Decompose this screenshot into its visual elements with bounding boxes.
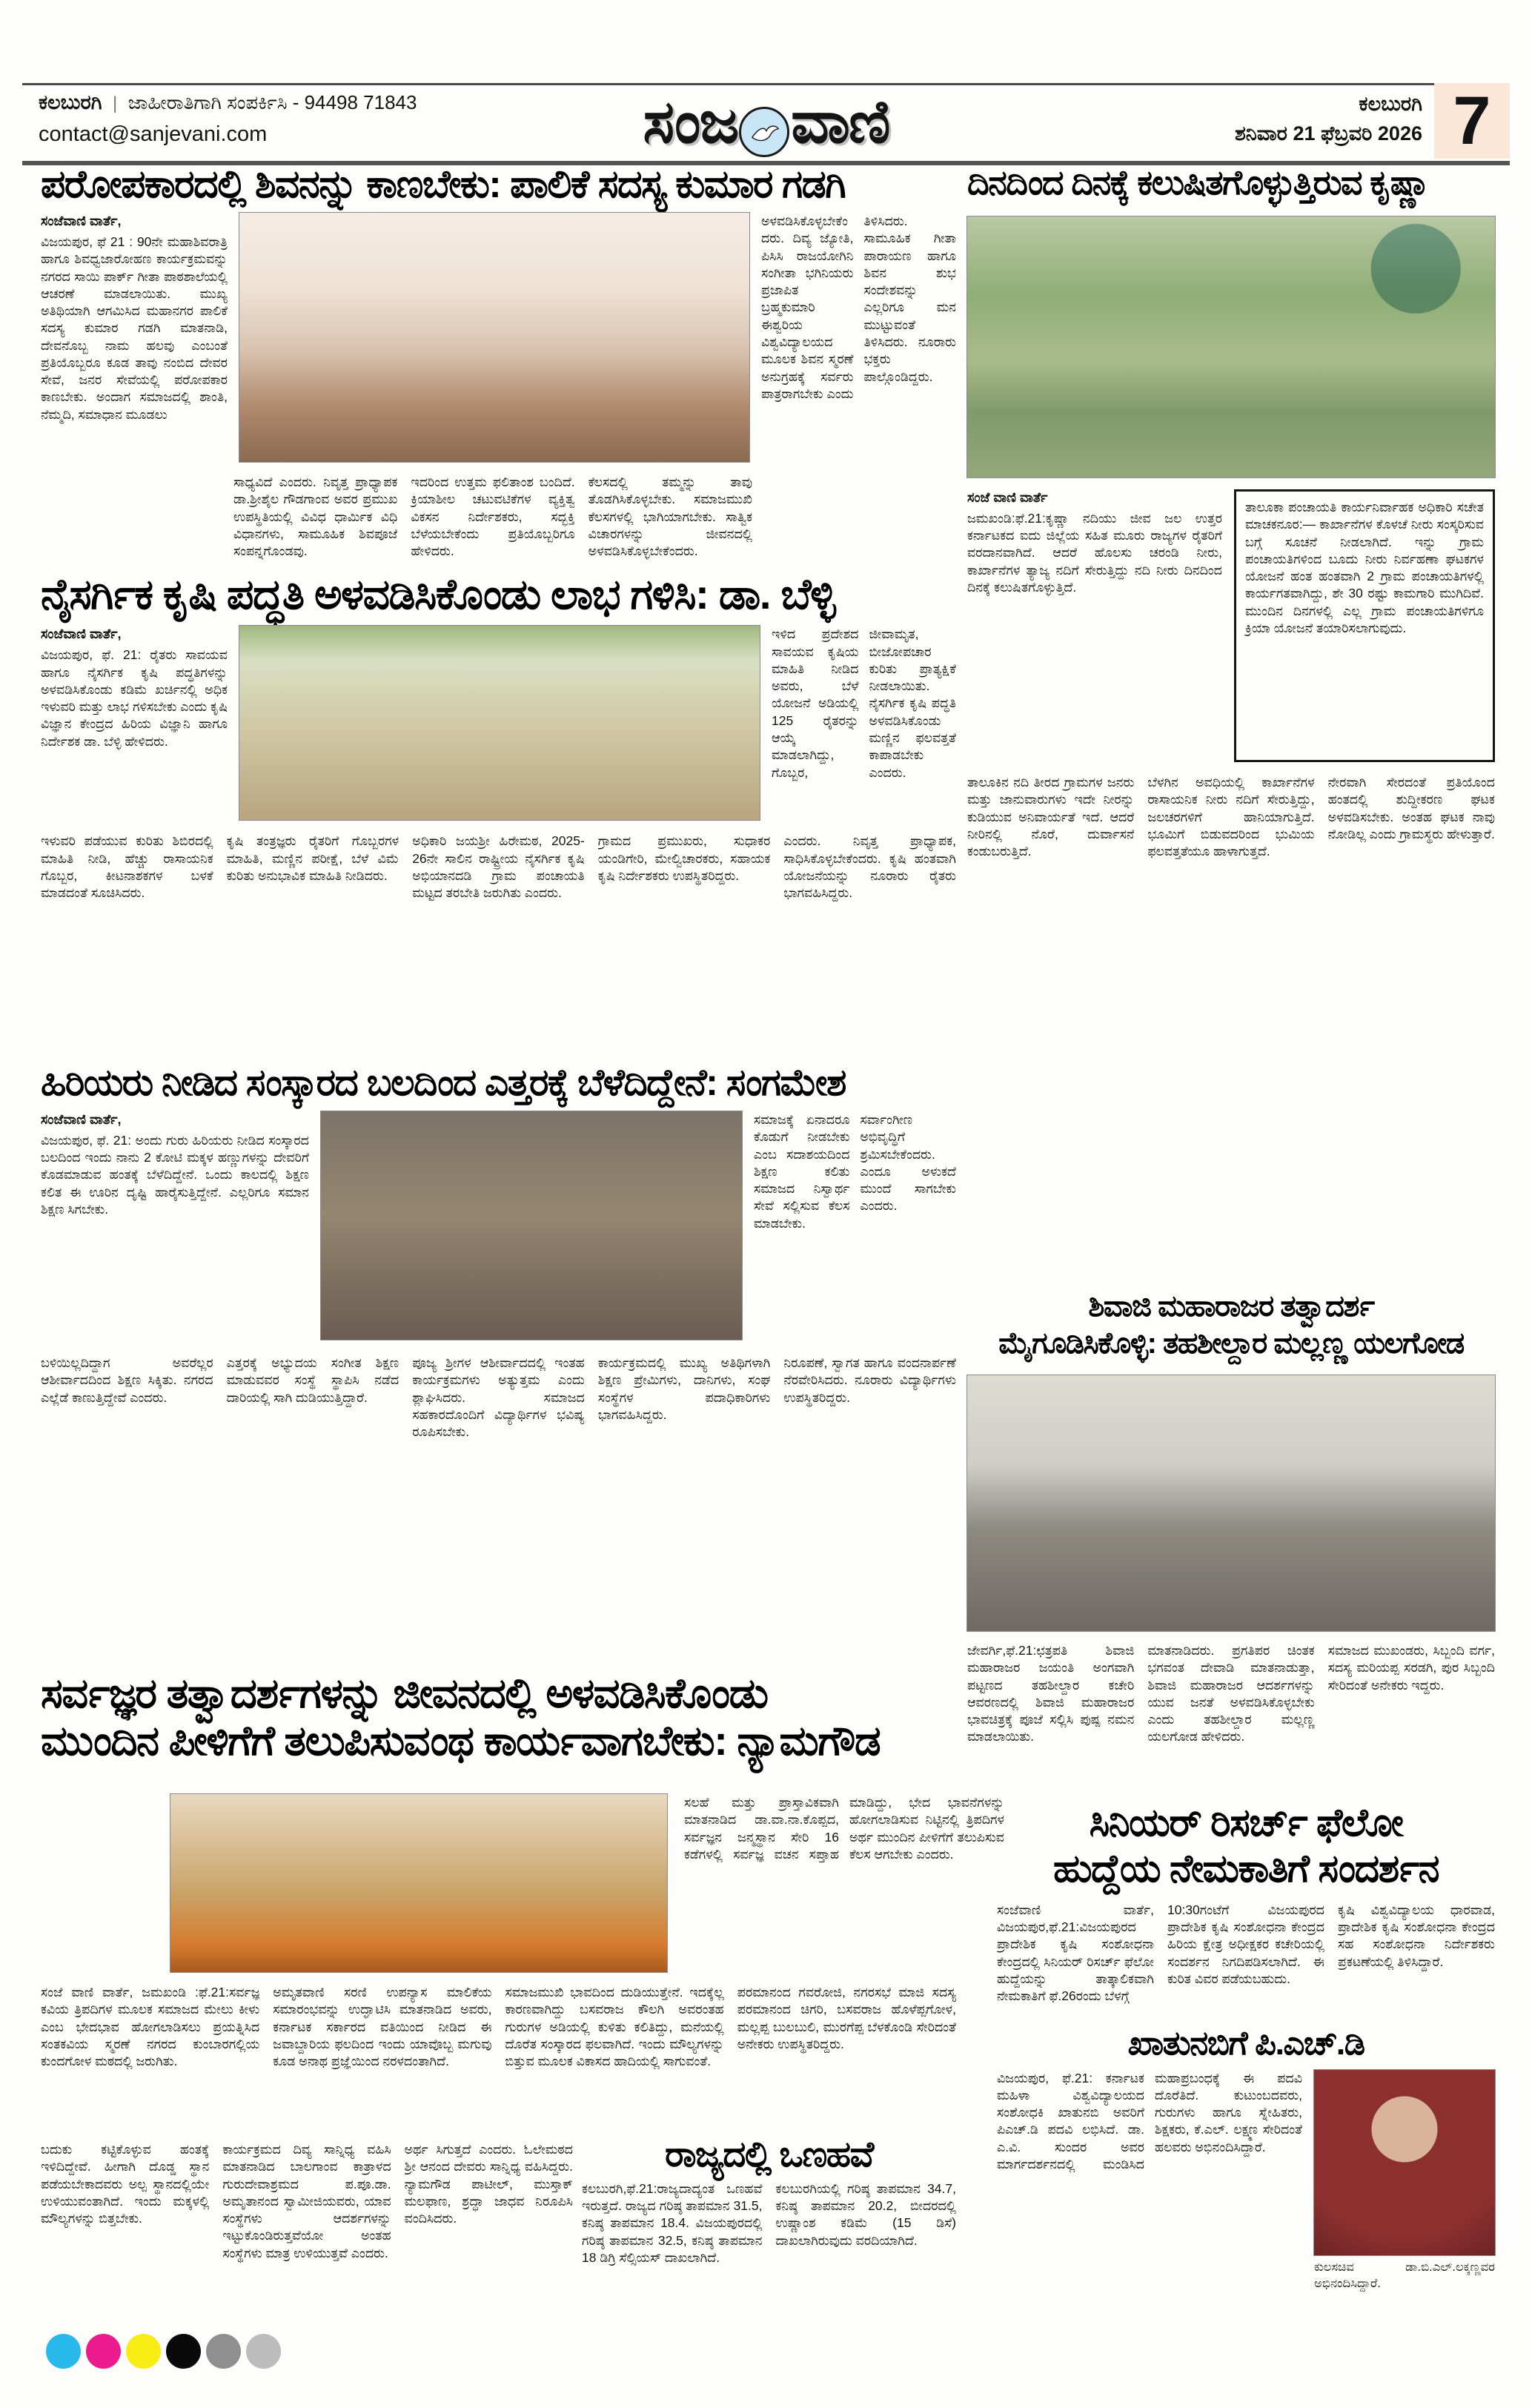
article-photo xyxy=(967,1375,1495,1631)
print-registration-dots xyxy=(46,2334,281,2369)
article-column: ಪರಮಾನಂದ ಗವರೋಜಿ, ನಗರಸಭೆ ಮಾಜಿ ಸದಸ್ಯ ಪರಮಾನಂದ ಚಿಗರಿ, ಬಸವರಾಜ ಹೊಳೆಪ್ಪಗೋಳ, ಮಲ್ಲಪ್ಪ ಬುಲಬುಲಿ, ಮುರಗೆಪ್ಪ ಬೆಳಕೊಂಡಿ ಸೇರಿದಂತೆ ಅನೇಕರು ಉಪಸ್ಥಿತರಿದ್ದರು. xyxy=(737,1985,956,2051)
article-headline: ಹಿರಿಯರು ನೀಡಿದ ಸಂಸ್ಕಾರದ ಬಲದಿಂದ ಎತ್ತರಕ್ಕೆ ಬೆಳೆದಿದ್ದೇನೆ: ಸಂಗಮೇಶ xyxy=(41,1062,846,1103)
article-column: ಜೇವರ್ಗಿ,ಫೆ.21:ಛತ್ರಪತಿ ಶಿವಾಜಿ ಮಹಾರಾಜರ ಜಯಂತಿ ಅಂಗವಾಗಿ ಪಟ್ಟಣದ ತಹಶೀಲ್ದಾರ ಕಚೇರಿ ಆವರಣದಲ್ಲಿ ಶಿವಾಜಿ ಮಹಾರಾಜರ ಭಾವಚಿತ್ರಕ್ಕೆ ಪೂಜೆ ಸಲ್ಲಿಸಿ ಪುಷ್ಪ ನಮನ ಮಾಡಲಾಯಿತು. xyxy=(967,1643,1135,1744)
cmyk-dot-gray xyxy=(206,2334,241,2369)
portrait-block xyxy=(1314,2070,1495,2307)
article-column: ಸಂಜೆವಾಣಿ ವಾರ್ತೆ, ವಿಜಯಪುರ,ಫೆ.21:ವಿಜಯಪುರದ ಪ್ರಾದೇಶಿಕ ಕೃಷಿ ಸಂಶೋಧನಾ ಕೇಂದ್ರದಲ್ಲಿ ಸಿನಿಯರ್ ರಿಸರ್ಚ್ ಫೆಲೋ ಹುದ್ದೆಯನ್ನು ತಾತ್ಕಾಲಿಕವಾಗಿ ನೇಮಕಾತಿಗೆ ಫೆ.26ರಂದು ಬೆಳಗ್ಗೆ xyxy=(997,1902,1154,2004)
article-headline-line1: ಸರ್ವಜ್ಞರ ತತ್ವಾದರ್ಶಗಳನ್ನು ಜೀವನದಲ್ಲಿ ಅಳವಡಿಸಿಕೊಂಡು xyxy=(41,1670,768,1716)
separator: | xyxy=(113,93,118,113)
article-column: ಬದುಕು ಕಟ್ಟಿಕೊಳ್ಳುವ ಹಂತಕ್ಕೆ ಇಳಿದಿದ್ದೇವೆ. ಹೀಗಾಗಿ ದೊಡ್ಡ ಸ್ಥಾನ ಪಡೆಯಬೇಕಾದವರು ಅಲ್ಪ ಸ್ಥಾನದಲ್ಲಿಯೇ ಉಳಿಯುವಂತಾಗಿದೆ. ಇಂದು ಮಕ್ಕಳಲ್ಲಿ ಮೌಲ್ಯಗಳನ್ನು ಬಿತ್ತಬೇಕು. xyxy=(41,2142,210,2226)
article-shiva-paropakara xyxy=(41,165,956,571)
article-column: ಸಲಹೆ ಮತ್ತು ಪ್ರಾಸ್ತಾವಿಕವಾಗಿ ಮಾತನಾಡಿದ ಡಾ.ವಾ.ನಾ.ಕೊಪ್ಪದ, ಸರ್ವಜ್ಞನ ಜನ್ಮಸ್ಥಾನ ಸೇರಿ 16 ಕಡೆಗಳಲ್ಲಿ ಸರ್ವಜ್ಞ ವಚನ ಸಪ್ತಾಹ ಮಾಡಿದ್ದು, ಭೇದ ಭಾವನೆಗಳನ್ನು ಹೋಗಲಾಡಿಸುವ ನಿಟ್ಟಿನಲ್ಲಿ ತ್ರಿಪದಿಗಳ ಅರ್ಥ ಮುಂದಿನ ಪೀಳಿಗೆಗೆ ತಲುಪಿಸುವ ಕೆಲಸ ಆಗಬೇಕು ಎಂದರು. xyxy=(684,1795,1004,1862)
article-headline-line2: ಮುಂದಿನ ಪೀಳಿಗೆಗೆ ತಲುಪಿಸುವಂಥ ಕಾರ್ಯವಾಗಬೇಕು: ನ್ಯಾಮಗೌಡ xyxy=(41,1717,881,1764)
article-column: ಕಾರ್ಯಕ್ರಮದಲ್ಲಿ ಮುಖ್ಯ ಅತಿಥಿಗಳಾಗಿ ಶಿಕ್ಷಣ ಪ್ರೇಮಿಗಳು, ದಾನಿಗಳು, ಸಂಘ ಸಂಸ್ಥೆಗಳ ಪದಾಧಿಕಾರಿಗಳು ಭಾಗವಹಿಸಿದ್ದರು. xyxy=(597,1355,771,1422)
article-column: ಸಮಾಜದ ಮುಖಂಡರು, ಸಿಬ್ಬಂದಿ ವರ್ಗ, ಸದಸ್ಯ ಮರಿಯಪ್ಪ ಸರಡಗಿ, ಪುರ ಸಿಬ್ಬಂದಿ ಸೇರಿದಂತೆ ಅನೇಕರು ಇದ್ದರು. xyxy=(1327,1643,1495,1693)
article-headline-line2: ಮೈಗೂಡಿಸಿಕೊಳ್ಳಿ: ತಹಶೀಲ್ದಾರ ಮಲ್ಲಣ್ಣ ಯಲಗೋಡ xyxy=(998,1327,1464,1360)
article-column: ಕೃಷಿ ವಿಶ್ವವಿದ್ಯಾಲಯ ಧಾರವಾಡ, ಪ್ರಾದೇಶಿಕ ಕೃಷಿ ಸಂಶೋಧನಾ ಕೇಂದ್ರದ ಸಹ ಸಂಶೋಧನಾ ನಿರ್ದೇಶಕರು ಪ್ರಕಟಣೆಯಲ್ಲಿ ತಿಳಿಸಿದ್ದಾರೆ. xyxy=(1338,1902,1495,1969)
page-number: 7 xyxy=(1434,83,1510,159)
officer-quote-box: ತಾಲೂಕಾ ಪಂಚಾಯತಿ ಕಾರ್ಯನಿರ್ವಾಹಕ ಅಧಿಕಾರಿ ಸಚೇತ ಮಾಚಕನೂರ:— ಕಾರ್ಖಾನೆಗಳ ಕೊಳಚೆ ನೀರು ಸಂಸ್ಕರಿಸುವ ಬಗ್ಗೆ ಸೂಚನೆ ನೀಡಲಾಗಿದೆ. ಇನ್ನು ಗ್ರಾಮ ಪಂಚಾಯತಿಗಳಿಂದ ಬೂದು ನೀರು ನಿರ್ವಹಣಾ ಘಟಕಗಳ ಯೋಜನೆ ಹಂತ ಹಂತವಾಗಿ 2 ಗ್ರಾಮ ಪಂಚಾಯತಿಗಳಲ್ಲಿ ಕಾರ್ಯಗತವಾಗಿದ್ದು, ಶೇ 30 ರಷ್ಟು ಕಾಮಗಾರಿ ಮುಗಿದಿವೆ. ಮುಂದಿನ ದಿನಗಳಲ್ಲಿ ಎಲ್ಲ ಗ್ರಾಮ ಪಂಚಾಯತಿಗಳಿಗೂ ಕ್ರಿಯಾ ಯೋಜನೆ ತಯಾರಿಸಲಾಗುವುದು. xyxy=(1234,489,1495,762)
article-column: ಇಳುವರಿ ಪಡೆಯುವ ಕುರಿತು ಶಿಬಿರದಲ್ಲಿ ಮಾಹಿತಿ ನೀಡಿ, ಹೆಚ್ಚು ರಾಸಾಯನಿಕ ಗೊಬ್ಬರ, ಕೀಟನಾಶಕಗಳ ಬಳಕೆ ಮಾಡದಂತೆ ಸೂಚಿಸಿದರು. xyxy=(41,833,213,901)
article-srf-interview xyxy=(997,1800,1495,2022)
weather-column: ಕಲಬುರಗಿ,ಫೆ.21:ರಾಜ್ಯದಾದ್ಯಂತ ಒಣಹವೆ ಇರುತ್ತದೆ. ರಾಜ್ಯದ ಗರಿಷ್ಠ ತಾಪಮಾನ 31.5, ಕನಿಷ್ಠ ತಾಪಮಾನ 18.4. ವಿಜಯಪುರದಲ್ಲಿ ಗರಿಷ್ಠ ತಾಪಮಾನ 32.5, ಕನಿಷ್ಠ ತಾಪಮಾನ 18 ಡಿಗ್ರಿ ಸೆಲ್ಸಿಯಸ್ ದಾಖಲಾಗಿದೆ. xyxy=(582,2180,763,2265)
article-column: ಎಂದರು. ನಿವೃತ್ತ ಪ್ರಾಧ್ಯಾಪಕ, ಸಾಧಿಸಿಕೊಳ್ಳಬೇಕೆಂದರು. ಕೃಷಿ ಹಂತವಾಗಿ ಯೋಜನೆಯನ್ನು ನೂರಾರು ರೈತರು ಭಾಗವಹಿಸಿದ್ದರು. xyxy=(783,833,956,901)
edition-city-right: ಕಲಬುರಗಿ xyxy=(1359,93,1422,115)
article-column: ಮಾತನಾಡಿದರು. ಪ್ರಗತಿಪರ ಚಿಂತಕ ಭಗವಂತ ದೇವಾಡಿ ಮಾತನಾಡುತ್ತಾ, ಶಿವಾಜಿ ಮಹಾರಾಜರ ಆದರ್ಶಗಳನ್ನು ಯುವ ಜನತೆ ಅಳವಡಿಸಿಕೊಳ್ಳಬೇಕು ಎಂದು ತಹಶೀಲ್ದಾರ ಮಲ್ಲಣ್ಣ ಯಲಗೋಡ ಹೇಳಿದರು. xyxy=(1147,1643,1315,1744)
photo-caption: ಕುಲಸಚಿವ ಡಾ.ಬಿ.ಎಲ್.ಲಕ್ಕಣ್ಣವರ ಅಭಿನಂದಿಸಿದ್ದಾರೆ. xyxy=(1314,2260,1495,2290)
article-column: ಇಳಿದ ಪ್ರದೇಶದ ಸಾವಯವ ಕೃಷಿಯ ಮಾಹಿತಿ ನೀಡಿದ ಅವರು, ಬೆಳೆ ಯೋಜನೆ ಅಡಿಯಲ್ಲಿ 125 ರೈತರನ್ನು ಆಯ್ಕೆ ಮಾಡಲಾಗಿದ್ದು, ಗೊಬ್ಬರ, ಜೀವಾಮೃತ, ಬೀಜೋಪಚಾರ ಕುರಿತು ಪ್ರಾತ್ಯಕ್ಷಿಕೆ ನೀಡಲಾಯಿತು. ನೈಸರ್ಗಿಕ ಕೃಷಿ ಪದ್ಧತಿ ಅಳವಡಿಸಿಕೊಂಡು ಮಣ್ಣಿನ ಫಲವತ್ತತೆ ಕಾಪಾಡಬೇಕು ಎಂದರು. xyxy=(772,626,956,780)
byline: ಸಂಜೆವಾಣಿ ವಾರ್ತೆ, xyxy=(41,1112,122,1127)
article-column: ಇದರಿಂದ ಉತ್ತಮ ಫಲಿತಾಂಶ ಬಂದಿದೆ. ಕ್ರಿಯಾಶೀಲ ಚಟುವಟಿಕೆಗಳ ವ್ಯಕ್ತಿತ್ವ ವಿಕಸನ ನಿರ್ದೇಶಕರು, ಸದ್ಭಕ್ತಿ ಬೆಳೆಯಬೇಕೆಂದು ಪ್ರತಿಯೊಬ್ಬರಿಗೂ ಹೇಳಿದರು. xyxy=(411,474,575,559)
article-column: ಬೆಳಗಿನ ಅವಧಿಯಲ್ಲಿ ಕಾರ್ಖಾನೆಗಳ ರಾಸಾಯನಿಕ ನೀರು ನದಿಗೆ ಸೇರುತ್ತಿದ್ದು, ಜಲಚರಗಳಿಗೆ ಹಾನಿಯಾಗುತ್ತಿದೆ. ಭೂಮಿಗೆ ಬಿಡುವದರಿಂದ ಭುಮಿಯ ಫಲವತ್ತತೆಯೂ ಹಾಳಾಗುತ್ತದೆ. xyxy=(1147,775,1315,859)
article-column: ಸಂಜೆ ವಾಣಿ ವಾರ್ತೆ ಜಮಖಂಡಿ:ಫೆ.21:ಕೃಷ್ಣಾ ನದಿಯು ಜೀವ ಜಲ ಉತ್ತರ ಕರ್ನಾಟಕದ ಐದು ಜಿಲ್ಲೆಯ ಸಹಿತ ಮೂರು ರಾಜ್ಯಗಳ ರೈತರಿಗೆ ವರದಾನವಾಗಿದೆ. ಆದರೆ ಹೊಲಸು ಚರಂಡಿ ನೀರು, ಕಾರ್ಖಾನೆಗಳ ತ್ಯಾಜ್ಯ ನದಿಗೆ ಸೇರುತ್ತಿದ್ದು ನದಿ ನೀರು ದಿನದಿಂದ ದಿನಕ್ಕೆ ಕಲುಷಿತಗೊಳ್ಳುತ್ತಿದೆ. xyxy=(967,490,1222,595)
article-headline: ನೈಸರ್ಗಿಕ ಕೃಷಿ ಪದ್ಧತಿ ಅಳವಡಿಸಿಕೊಂಡು ಲಾಭ ಗಳಿಸಿ: ಡಾ. ಬೆಳ್ಳಿ xyxy=(41,571,835,618)
article-weather xyxy=(582,2137,956,2328)
article-photo xyxy=(967,216,1495,477)
page-header xyxy=(22,83,1510,165)
article-column: ಅಮೃತವಾಣಿ ಸರಣಿ ಉಪನ್ಯಾಸ ಮಾಲಿಕೆಯ ಸಮಾರಂಭವನ್ನು ಉದ್ಘಾಟಿಸಿ ಮಾತನಾಡಿದ ಅವರು, ಕರ್ನಾಟಕ ಸರ್ಕಾರದ ವತಿಯಿಂದ ನೀಡಿದ ಈ ಜವಾಬ್ದಾರಿಯ ಫಲದಿಂದ ಇಂದು ಯಾವೊಬ್ಬ ಮಗುವು ಕೂಡ ಅನಾಥ ಪ್ರಜ್ಞೆಯಿಂದ ನರಳದಂತಾಗಿದೆ. xyxy=(273,1985,492,2069)
article-column: ನಿರೂಪಣೆ, ಸ್ವಾಗತ ಹಾಗೂ ವಂದನಾರ್ಪಣೆ ನೆರವೇರಿಸಿದರು. ನೂರಾರು ವಿದ್ಯಾರ್ಥಿಗಳು ಉಪಸ್ಥಿತರಿದ್ದರು. xyxy=(783,1355,956,1405)
article-headline: ಪರೋಪಕಾರದಲ್ಲಿ ಶಿವನನ್ನು ಕಾಣಬೇಕು: ಪಾಲಿಕೆ ಸದಸ್ಯ ಕುಮಾರ ಗಡಗಿ xyxy=(41,163,846,206)
byline: ಸಂಜೆವಾಣಿ ವಾರ್ತೆ, xyxy=(41,214,122,229)
article-shivaji-jayanti xyxy=(967,1288,1495,1796)
article-column: ಬಳಿಯಿಲ್ಲದಿದ್ದಾಗ ಅವರೆಲ್ಲರ ಆಶೀರ್ವಾದದಿಂದ ಶಿಕ್ಷಣ ಸಿಕ್ಕಿತು. ನಗರದ ಎಲ್ಲೆಡೆ ಕಾಣುತ್ತಿದ್ದೇವೆ ಎಂದರು. xyxy=(41,1355,213,1405)
article-column: ಕಾರ್ಯಕ್ರಮದ ದಿವ್ಯ ಸಾನ್ನಿಧ್ಯ ವಹಿಸಿ ಮಾತನಾಡಿದ ಬಾಲಗಾಂವ ಕಾತ್ರಾಳದ ಗುರುದೇವಾಶ್ರಮದ ಪ.ಪೂ.ಡಾ. ಅಮೃತಾನಂದ ಸ್ವಾಮೀಜಿಯವರು, ಯಾವ ಸಂಸ್ಥೆಗಳು ಆದರ್ಶಗಳನ್ನು ಇಟ್ಟುಕೊಂಡಿರುತ್ತವೆಯೋ ಅಂತಹ ಸಂಸ್ಥೆಗಳು ಮಾತ್ರ ಉಳಿಯುತ್ತವೆ ಎಂದರು. xyxy=(222,2142,391,2260)
article-headline: ದಿನದಿಂದ ದಿನಕ್ಕೆ ಕಲುಷಿತಗೊಳ್ಳುತ್ತಿರುವ ಕೃಷ್ಣಾ xyxy=(967,163,1430,202)
article-column: ವಿಜಯಪುರ, ಫೆ.21: ಕರ್ನಾಟಕ ಮಹಿಳಾ ವಿಶ್ವವಿದ್ಯಾಲಯದ ಸಂಶೋಧಕಿ ಖಾತುನಬಿ ಅವರಿಗೆ ಪಿಎಚ್.ಡಿ ಪದವಿ ಲಭಿಸಿದೆ. ಡಾ. ಎ.ವಿ. ಸುಂದರ ಅವರ ಮಾರ್ಗದರ್ಶನದಲ್ಲಿ ಮಂಡಿಸಿದ ಮಹಾಪ್ರಬಂಧಕ್ಕೆ ಈ ಪದವಿ ದೊರೆತಿದೆ. ಕುಟುಂಬದವರು, ಗುರುಗಳು ಹಾಗೂ ಸ್ನೇಹಿತರು, ಶಿಕ್ಷಕರು, ಕೆ.ಎಲ್. ಲಕ್ಷ್ಮಣ ಸೇರಿದಂತೆ ಹಲವರು ಅಭಿನಂದಿಸಿದ್ದಾರೆ. xyxy=(997,2070,1302,2172)
article-column: ಸಮಾಜಕ್ಕೆ ಏನಾದರೂ ಕೊಡುಗೆ ನೀಡಬೇಕು ಎಂಬ ಸದಾಶಯದಿಂದ ಶಿಕ್ಷಣ ಕಲಿತು ಸಮಾಜದ ನಿಸ್ವಾರ್ಥ ಸೇವೆ ಸಲ್ಲಿಸುವ ಕೆಲಸ ಮಾಡಬೇಕು. ಸರ್ವಾಂಗೀಣ ಅಭಿವೃದ್ಧಿಗೆ ಶ್ರಮಿಸಬೇಕೆಂದರು. ಎಂದೂ ಅಳುಕದೆ ಮುಂದೆ ಸಾಗಬೇಕು ಎಂದರು. xyxy=(754,1112,956,1231)
article-column: ಪೂಜ್ಯ ಶ್ರೀಗಳ ಆಶೀರ್ವಾದದಲ್ಲಿ ಇಂತಹ ಕಾರ್ಯಕ್ರಮಗಳು ಅತ್ಯುತ್ತಮ ಎಂದು ಶ್ಲಾಘಿಸಿದರು. ಸಮಾಜದ ಸಹಕಾರದೊಂದಿಗೆ ವಿದ್ಯಾರ್ಥಿಗಳ ಭವಿಷ್ಯ ರೂಪಿಸಬೇಕು. xyxy=(412,1355,585,1440)
article-krishna-pollution xyxy=(967,165,1495,1284)
masthead-text-left: ಸಂಜ xyxy=(643,89,738,155)
article-column: ಸಾಧ್ಯವಿದೆ ಎಂದರು. ನಿವೃತ್ತ ಪ್ರಾಧ್ಯಾಪಕ ಡಾ.ಶ್ರೀಶೈಲ ಗೌಡಗಾಂವ ಅವರ ಪ್ರಮುಖ ಉಪಸ್ಥಿತಿಯಲ್ಲಿ ವಿವಿಧ ಧಾರ್ಮಿಕ ವಿಧಿ ವಿಧಾನಗಳು, ಸಾಮೂಹಿಕ ಶಿವಪೂಜೆ ಸಂಪನ್ನಗೊಂಡವು. xyxy=(233,474,398,559)
article-headline-line1: ಶಿವಾಜಿ ಮಹಾರಾಜರ ತತ್ವಾದರ್ಶ xyxy=(1088,1290,1374,1323)
contact-line xyxy=(39,91,417,115)
article-photo xyxy=(170,1794,667,1972)
article-column: ಸಂಜೆವಾಣಿ ವಾರ್ತೆ, ವಿಜಯಪುರ, ಫೆ 21 : 90ನೇ ಮಹಾಶಿವರಾತ್ರಿ ಹಾಗೂ ಶಿವಧ್ವಜಾರೋಹಣ ಕಾರ್ಯಕ್ರಮವನ್ನು ನಗರದ ಸಾಯಿ ಪಾರ್ಕ್ ಗೀತಾ ಪಾಠಶಾಲೆಯಲ್ಲಿ ಆಚರಣೆ ಮಾಡಲಾಯಿತು. ಮುಖ್ಯ ಅತಿಥಿಯಾಗಿ ಆಗಮಿಸಿದ ಮಹಾನಗರ ಪಾಲಿಕೆ ಸದಸ್ಯ ಕುಮಾರ ಗಡಗಿ ಮಾತನಾಡಿ, ದೇವನೊಬ್ಬ ನಾಮ ಹಲವು ಎಂಬಂತೆ ಪ್ರತಿಯೊಬ್ಬರೂ ಕೂಡ ತಾವು ನಂಬಿದ ದೇವರ ಸೇವೆ, ಜನರ ಸೇವೆಯಲ್ಲಿ ಪರೋಪಕಾರ ಕಾಣಬೇಕು. ಅಂದಾಗ ಸಮಾಜದಲ್ಲಿ ಶಾಂತಿ, ನೆಮ್ಮದಿ, ಸಮಾಧಾನ ಮೂಡಲು xyxy=(41,214,228,422)
article-column: 10:30ಗಂಟೆಗೆ ವಿಜಯಪುರದ ಪ್ರಾದೇಶಿಕ ಕೃಷಿ ಸಂಶೋಧನಾ ಕೇಂದ್ರದ ಹಿರಿಯ ಕ್ಷೇತ್ರ ಅಧೀಕ್ಷಕರ ಕಚೇರಿಯಲ್ಲಿ ಸಂದರ್ಶನ ನಿಗದಿಪಡಿಸಲಾಗಿದೆ. ಈ ಕುರಿತ ವಿವರ ಪಡೆಯಬಹುದು. xyxy=(1167,1902,1324,1986)
cmyk-dot-cyan xyxy=(46,2334,81,2369)
article-natural-farming xyxy=(41,572,956,1062)
advertise-contact: ಜಾಹೀರಾತಿಗಾಗಿ ಸಂಪರ್ಕಿಸಿ - 94498 71843 xyxy=(127,91,417,113)
article-column: ಸಮಾಜಮುಖಿ ಭಾವದಿಂದ ದುಡಿಯುತ್ತೇನೆ. ಇದಕ್ಕೆಲ್ಲ ಕಾರಣವಾಗಿದ್ದು ಬಸವರಾಜ ಕೌಲಗಿ ಅವರಂತಹ ಗುರುಗಳ ಅಡಿಯಲ್ಲಿ ಕುಳಿತು ಕಲಿತಿದ್ದು, ಮನೆಯಲ್ಲಿ ದೊರೆತ ಸಂಸ್ಕಾರದ ಫಲವಾಗಿದೆ. ಇಂದು ಮೌಲ್ಯಗಳನ್ನು ಬಿತ್ತುವ ಮೂಲಕ ವಿಕಾಸದ ಹಾದಿಯಲ್ಲಿ ಸಾಗುವಂತೆ. xyxy=(505,1985,724,2069)
header-date-block xyxy=(1235,93,1422,146)
article-headline: ಖಾತುನಬಿಗೆ ಪಿ.ಎಚ್.ಡಿ xyxy=(1127,2024,1364,2062)
article-column: ಎತ್ತರಕ್ಕೆ ಅಭ್ಯುದಯ ಸಂಗೀತ ಶಿಕ್ಷಣ ಮಾಡುವವರ ಸಂಸ್ಥೆ ಸ್ಥಾಪಿಸಿ ನಡೆದ ದಾರಿಯಲ್ಲಿ ಸಾಗಿ ದುಡಿಯುತ್ತಿದ್ದಾರೆ. xyxy=(226,1355,399,1405)
article-column: ಅಧಿಕಾರಿ ಜಯಶ್ರೀ ಹಿರೇಮಠ, 2025-26ನೇ ಸಾಲಿನ ರಾಷ್ಟ್ರೀಯ ನೈಸರ್ಗಿಕ ಕೃಷಿ ಅಭಿಯಾನದಡಿ ಗ್ರಾಮ ಪಂಚಾಯತಿ ಮಟ್ಟದ ತರಬೇತಿ ಜರುಗಿತು ಎಂದರು. xyxy=(412,833,585,901)
byline: ಸಂಜೆವಾಣಿ ವಾರ್ತೆ, xyxy=(41,626,122,642)
masthead-bird-icon xyxy=(739,107,789,157)
article-headline-line2: ಹುದ್ದೆಯ ನೇಮಕಾತಿಗೆ ಸಂದರ್ಶನ xyxy=(1052,1848,1439,1891)
cmyk-dot-yellow xyxy=(126,2334,161,2369)
article-column: ಕೃಷಿ ತಂತ್ರಜ್ಞರು ರೈತರಿಗೆ ಗೊಬ್ಬರಗಳ ಮಾಹಿತಿ, ಮಣ್ಣಿನ ಪರೀಕ್ಷೆ, ಬೆಳೆ ವಿಮೆ ಕುರಿತು ಅನುಭಾವಿಕ ಮಾಹಿತಿ ನೀಡಿದರು. xyxy=(226,833,399,883)
article-column: ಅಳವಡಿಸಿಕೊಳ್ಳಬೇಕೆಂದರು. ದಿವ್ಯ ಜ್ಯೋತಿ, ಪಿಸಿಸಿ ರಾಜಯೋಗಿನಿ ಸಂಗೀತಾ ಭಗಿನಿಯರು ಪ್ರಜಾಪಿತ ಬ್ರಹ್ಮಕುಮಾರಿ ಈಶ್ವರಿಯ ವಿಶ್ವವಿದ್ಯಾಲಯದ ಮೂಲಕ ಶಿವನ ಸ್ಮರಣೆ ಅನುಗ್ರಹಕ್ಕೆ ಸರ್ವರು ಪಾತ್ರರಾಗಬೇಕು ಎಂದು ತಿಳಿಸಿದರು. ಸಾಮೂಹಿಕ ಗೀತಾ ಪಾರಾಯಣ ಹಾಗೂ ಶಿವನ ಶುಭ ಸಂದೇಶವನ್ನು ಎಲ್ಲರಿಗೂ ಮನ ಮುಟ್ಟುವಂತೆ ತಿಳಿಸಿದರು. ನೂರಾರು ಭಕ್ತರು ಪಾಲ್ಗೊಂಡಿದ್ದರು. xyxy=(761,214,956,401)
header-contact-block xyxy=(39,91,417,147)
edition-city: ಕಲಬುರಗಿ xyxy=(39,91,102,113)
article-column: ನೇರವಾಗಿ ಸೇರದಂತೆ ಪ್ರತಿಯೊಂದ ಹಂತದಲ್ಲಿ ಶುದ್ದೀಕರಣ ಘಟಕ ಅಳವಡಿಸಬೇಕು. ಅಂತಹ ಘಟಕ ನಾವು ನೋಡಿಲ್ಲ ಎಂದು ಗ್ರಾಮಸ್ಥರು ಹೇಳುತ್ತಾರೆ. xyxy=(1327,775,1495,841)
issue-date: ಶನಿವಾರ 21 ಫೆಬ್ರವರಿ 2026 xyxy=(1234,122,1422,145)
masthead-text-right: ವಾಣಿ xyxy=(791,89,889,155)
contact-email: contact@sanjevani.com xyxy=(39,122,268,146)
masthead xyxy=(643,88,889,157)
article-headline-line1: ಸಿನಿಯರ್ ರಿಸರ್ಚ್ ಫೆಲೋ xyxy=(1089,1802,1403,1845)
portrait-photo xyxy=(1314,2070,1495,2255)
article-sanskara-sangamesha xyxy=(41,1063,956,1668)
article-column: ಗ್ರಾಮದ ಪ್ರಮುಖರು, ಸುಧಾಕರ ಯಂಡಿಗೇರಿ, ಮೇಲ್ವಿಚಾರಕರು, ಸಹಾಯಕ ಕೃಷಿ ನಿರ್ದೇಶಕರು ಉಪಸ್ಥಿತರಿದ್ದರು. xyxy=(597,833,771,883)
article-column: ಸಂಜೆವಾಣಿ ವಾರ್ತೆ, ವಿಜಯಪುರ, ಫೆ. 21: ಅಂದು ಗುರು ಹಿರಿಯರು ನೀಡಿದ ಸಂಸ್ಕಾರದ ಬಲದಿಂದ ಇಂದು ನಾನು 2 ಕೋಟಿ ಮಕ್ಕಳ ಹಣ್ಣುಗಳನ್ನು ದೇವರಿಗೆ ಕೊಡಮಾಡುವ ಹಂತಕ್ಕೆ ಬೆಳೆದಿದ್ದೇನೆ. ಒಂದು ಕಾಲದಲ್ಲಿ ಶಿಕ್ಷಣ ಕಲಿತ ಈ ಊರಿನ ದೃಷ್ಟಿ ಹಾರೈಸುತ್ತಿದ್ದೇನೆ. ಎಲ್ಲರಿಗೂ ಸಮಾನ ಶಿಕ್ಷಣ ಸಿಗಬೇಕು. xyxy=(41,1112,309,1217)
weather-column: ಕಲಬುರಗಿಯಲ್ಲಿ ಗರಿಷ್ಠ ತಾಪಮಾನ 34.7, ಕನಿಷ್ಠ ತಾಪಮಾನ 20.2, ಬೀದರದಲ್ಲಿ ಉಷ್ಣಾಂಶ ಕಡಿಮೆ (15 ಡಿಸೆ) ದಾಖಲಾಗಿರುವುದು ವರದಿಯಾಗಿದೆ. xyxy=(775,2180,956,2248)
article-column: ಸಂಜೆವಾಣಿ ವಾರ್ತೆ, ವಿಜಯಪುರ, ಫೆ. 21: ರೈತರು ಸಾವಯವ ಹಾಗೂ ನೈಸರ್ಗಿಕ ಕೃಷಿ ಪದ್ಧತಿಗಳನ್ನು ಅಳವಡಿಸಿಕೊಂಡು ಕಡಿಮೆ ಖರ್ಚಿನಲ್ಲಿ ಅಧಿಕ ಇಳುವರಿ ಮತ್ತು ಲಾಭ ಗಳಿಸಬೇಕು ಎಂದು ಕೃಷಿ ವಿಜ್ಞಾನ ಕೇಂದ್ರದ ಹಿರಿಯ ವಿಜ್ಞಾನಿ ಹಾಗೂ ನಿರ್ದೇಶಕ ಡಾ. ಬೆಳ್ಳಿ ಹೇಳಿದರು. xyxy=(41,626,228,749)
article-column: ಕೆಲಸದಲ್ಲಿ ತಮ್ಮನ್ನು ತಾವು ತೊಡಗಿಸಿಕೊಳ್ಳಬೇಕು. ಸಮಾಜಮುಖಿ ಕೆಲಸಗಳಲ್ಲಿ ಭಾಗಿಯಾಗಬೇಕು. ಸಾತ್ವಿಕ ವಿಚಾರಗಳನ್ನು ಜೀವನದಲ್ಲಿ ಅಳವಡಿಸಿಕೊಳ್ಳಬೇಕೆಂದರು. xyxy=(588,474,752,559)
weather-headline: ರಾಜ್ಯದಲ್ಲಿ ಒಣಹವೆ xyxy=(665,2135,873,2174)
article-photo xyxy=(239,213,749,462)
article-column: ಅರ್ಥ ಸಿಗುತ್ತದೆ ಎಂದರು. ಓಲೇಮಠದ ಶ್ರೀ ಆನಂದ ದೇವರು ಸಾನ್ನಿಧ್ಯ ವಹಿಸಿದ್ದರು. ನ್ಯಾಮಗೌಡ ಪಾಟೀಲ್, ಮುಸ್ತಾಕ್ ಮಲಫಾಣ, ಶ್ರದ್ಧಾ ಜಾಧವ ನಿರೂಪಿಸಿ ವಂದಿಸಿದರು. xyxy=(404,2142,573,2226)
cmyk-dot-magenta xyxy=(86,2334,121,2369)
article-column: ತಾಲೂಕಿನ ನದಿ ತೀರದ ಗ್ರಾಮಗಳ ಜನರು ಮತ್ತು ಜಾನುವಾರುಗಳು ಇದೇ ನೀರನ್ನು ಕುಡಿಯುವ ಅನಿವಾರ್ಯತೆ ಇದೆ. ಆದರೆ ನೀರಿನಲ್ಲಿ ನೊರೆ, ದುರ್ವಾಸನೆ ಕಂಡುಬರುತ್ತಿದೆ. xyxy=(967,775,1135,859)
article-khatun-phd xyxy=(997,2025,1495,2328)
article-photo xyxy=(239,626,760,820)
cmyk-dot-black xyxy=(166,2334,201,2369)
byline: ಸಂಜೆ ವಾಣಿ ವಾರ್ತೆ xyxy=(967,490,1048,505)
article-photo xyxy=(321,1111,742,1340)
cmyk-dot-lightgray xyxy=(246,2334,281,2369)
article-column: ಸಂಜೆ ವಾಣಿ ವಾರ್ತೆ, ಜಮಖಂಡಿ :ಫೆ.21:ಸರ್ವಜ್ಞ ಕವಿಯ ತ್ರಿಪದಿಗಳ ಮೂಲಕ ಸಮಾಜದ ಮೇಲು ಕೀಳು ಎಂಬ ಭೇದಭಾವ ಹೋಗಲಾಡಿಸಲು ಪ್ರಯತ್ನಿಸಿದ ಸಂತಕವಿಯ ಸ್ಮರಣೆ ನಗರದ ಕುಂಬಾರಗಲ್ಲಿಯ ಕುಂದಗೋಳ ಮಠದಲ್ಲಿ ಜರುಗಿತು. xyxy=(41,1985,260,2069)
